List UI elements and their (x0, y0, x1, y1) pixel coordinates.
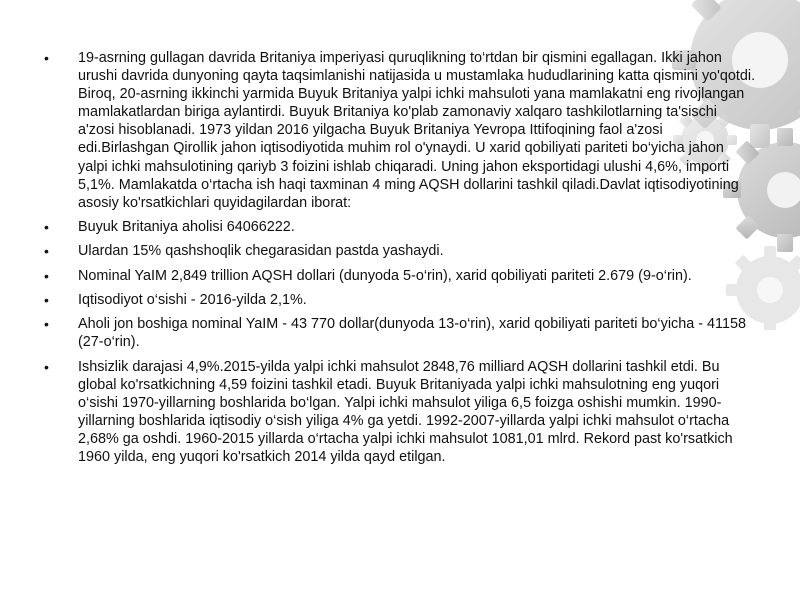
bullet-item (44, 315, 756, 351)
bullet-icon: • (44, 358, 49, 375)
bullet-text: Buyuk Britaniya aholisi 64066222. (78, 219, 295, 236)
bullet-item (44, 218, 756, 236)
bullet-text: Aholi jon boshiga nominal YaIM - 43 770 dollar(dunyoda 13-o‘rin), xarid qobiliyati pariteti bo‘yicha - 41158 (27-o‘rin). (78, 316, 746, 351)
bullet-item (44, 267, 756, 285)
bullet-text: 19-asrning gullagan davrida Britaniya imperiyasi quruqlikning to‘rtdan bir qismini egallagan. Ikki jahon urushi davrida dunyoning qayta taqsimlanishi natijasida u mustamlaka hududlarining katta qismini yo'qotdi. Biroq, 20-asrning ikkinchi yarmida Buyuk Britaniya yalpi ichki mahsuloti yana mamlakatni eng rivojlangan mamlakatlardan biriga aylantirdi. Buyuk Britaniya ko'plab zamonaviy xalqaro tashkilotlarning ta'sischi a'zosi hisoblanadi. 1973 yildan 2016 yilgacha Buyuk Britaniya Yevropa Ittifoqining faol a'zosi edi.Birlashgan Qirollik jahon iqtisodiyotida muhim rol o'ynaydi. U xarid qobiliyati pariteti bo‘yicha jahon yalpi ichki mahsulotining qariyb 3 foizini ishlab chiqaradi. Uning jahon eksportidagi ulushi 4,6%, importi 5,1%. Mamlakatda o‘rtacha ish haqi taxminan 4 ming AQSH dollarini tashkil qiladi.Davlat iqtisodiyotining asosiy ko'rsatkichlari quyidagilardan iborat: (78, 50, 756, 211)
bullet-icon: • (44, 316, 49, 333)
bullet-icon: • (44, 219, 49, 236)
bullet-text: Ishsizlik darajasi 4,9%.2015-yilda yalpi ichki mahsulot 2848,76 milliard AQSH dollarini tashkil etdi. Bu global ko'rsatkichning 4,59 foizini tashkil etadi. Buyuk Britaniyada yalpi ichki mahsulotning eng yuqori o‘sishi 1970-yillarning boshlarida bo‘lgan. Yalpi ichki mahsulot yiliga 6,5 foizga oshishi mumkin. 1990-yillarning boshlarida iqtisodiy o‘sish yiliga 4% ga yetdi. 1992-2007-yillarda yalpi ichki mahsulot o‘rtacha 2,68% ga oshdi. 1960-2015 yillarda o‘rtacha yalpi ichki mahsulot 1081,01 mlrd. Rekord past ko'rsatkich 1960 yilda, eng yuqori ko'rsatkich 2014 yilda qayd etilgan. (78, 358, 733, 465)
bullet-icon: • (44, 291, 49, 308)
slide-body (44, 49, 756, 472)
bullet-text: Nominal YaIM 2,849 trillion AQSH dollari (dunyoda 5-o‘rin), xarid qobiliyati pariteti 2.679 (9-o‘rin). (78, 267, 692, 284)
bullet-icon: • (44, 50, 49, 66)
bullet-item (44, 242, 756, 260)
bullet-list (44, 49, 756, 466)
bullet-icon: • (44, 243, 49, 260)
bullet-text: Iqtisodiyot o‘sishi - 2016-yilda 2,1%. (78, 291, 307, 308)
bullet-icon: • (44, 267, 49, 284)
bullet-text: Ulardan 15% qashshoqlik chegarasidan pastda yashaydi. (78, 243, 444, 260)
bullet-item (44, 49, 756, 212)
bullet-item (44, 358, 756, 467)
bullet-item (44, 291, 756, 309)
